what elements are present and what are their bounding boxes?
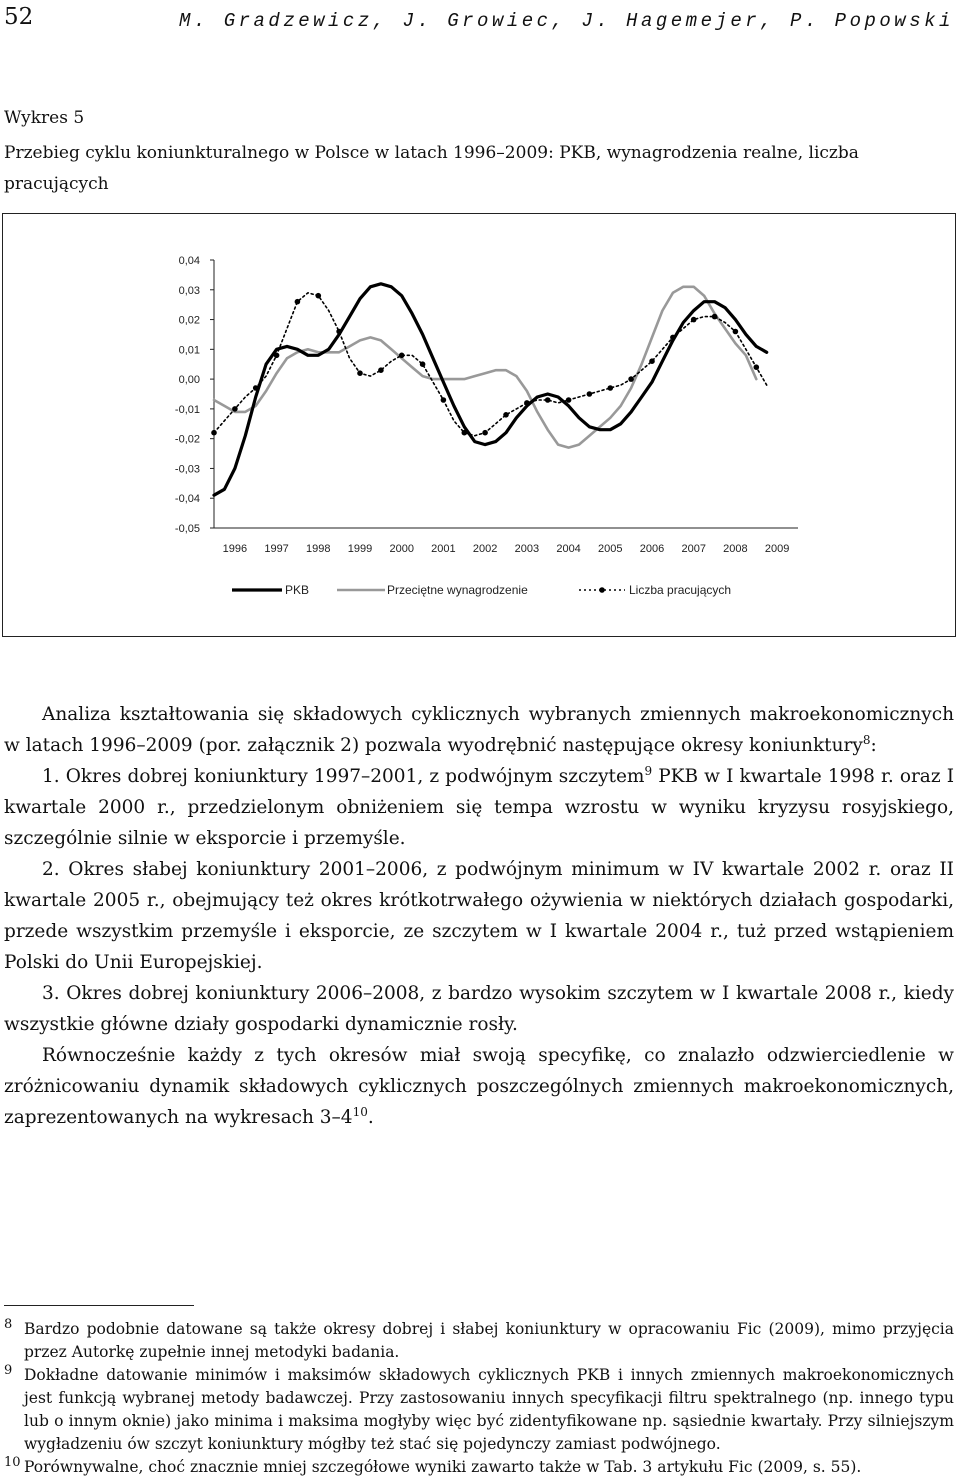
paragraph-2 bbox=[4, 761, 954, 854]
data-point-marker bbox=[399, 353, 405, 359]
paragraph-4: 3. Okres dobrej koniunktury 2006–2008, z bardzo wysokim szczytem w I kwartale 2008 r., kiedy wszystkie główne działy gospodarki dynamicznie rosły. bbox=[4, 983, 954, 1035]
y-tick-label: -0,05 bbox=[174, 523, 200, 535]
legend-label: Liczba pracujących bbox=[629, 583, 732, 597]
page-header bbox=[4, 4, 954, 36]
footnote-text: Bardzo podobnie datowane są także okresy dobrej i słabej koniunktury w opracowaniu Fic (2009), mimo przyjęcia przez Autorkę zupełnie innej metodyki badania. bbox=[24, 1320, 954, 1361]
footnote-ref-9[interactable]: 9 bbox=[644, 763, 653, 778]
y-tick-label: -0,01 bbox=[174, 403, 200, 416]
data-point-marker bbox=[733, 329, 739, 335]
data-point-marker bbox=[420, 361, 426, 367]
legend-label: PKB bbox=[285, 583, 310, 597]
paragraph-1-text: Analiza kształtowania się składowych cyklicznych wybranych zmiennych makroekonomicznych w latach 1996–2009 (por. załącznik 2) pozwala wyodrębnić następujące okresy koniunktury bbox=[4, 704, 954, 756]
x-tick-label: 1996 bbox=[222, 543, 248, 555]
paragraph-2-text-b: PKB w I kwartale 1998 r. oraz I kwartale 2000 r., przedzielonym obniżeniem się tempa wzrostu w wyniku kryzysu rosyjskiego, szczególnie silnie w eksporcie i przemyśle. bbox=[4, 766, 954, 849]
paragraph-3: 2. Okres słabej koniunktury 2001–2006, z podwójnym minimum w IV kwartale 2002 r. oraz II kwartale 2005 r., obejmujący też okres krótkotrwałego ożywienia w niektórych działach gospodarki, przede wszystkim przemyśle i eksporcie, ze szczytem w I kwartale 2004 r., tuż przed wstąpieniem Polski do Unii Europejskiej. bbox=[4, 859, 954, 973]
footnote-9 bbox=[4, 1364, 954, 1456]
data-point-marker bbox=[211, 430, 217, 436]
footnote-10 bbox=[4, 1456, 954, 1479]
x-tick-label: 1998 bbox=[306, 543, 331, 555]
data-point-marker bbox=[712, 314, 718, 320]
footnote-ref-10[interactable]: 10 bbox=[352, 1104, 368, 1119]
x-tick-label: 2000 bbox=[389, 543, 414, 555]
x-tick-label: 2009 bbox=[764, 543, 790, 555]
data-point-marker bbox=[628, 376, 634, 382]
data-point-marker bbox=[503, 412, 509, 418]
paragraph-5-text: Równocześnie każdy z tych okresów miał swoją specyfikę, co znalazło odzwierciedlenie w zróżnicowaniu dynamik składowych cyklicznych poszczególnych zmiennych makroekonomicznych, zaprezentowanych na wykresach 3–4 bbox=[4, 1045, 954, 1128]
y-tick-label: -0,04 bbox=[174, 493, 200, 506]
running-head: M. Gradzewicz, J. Growiec, J. Hagemejer, P. Popowski bbox=[179, 10, 954, 32]
figure-caption: Przebieg cyklu koniunkturalnego w Polsce w latach 1996–2009: PKB, wynagrodzenia realne, liczba pracujących bbox=[4, 143, 859, 194]
x-tick-label: 2002 bbox=[472, 543, 498, 555]
paragraph-1 bbox=[4, 699, 954, 761]
body-text bbox=[4, 699, 954, 1133]
paragraph-1-end: : bbox=[870, 735, 877, 756]
data-point-marker bbox=[587, 391, 593, 397]
data-point-marker bbox=[295, 299, 301, 305]
legend-marker bbox=[599, 587, 605, 593]
data-point-marker bbox=[649, 358, 655, 364]
footnotes bbox=[4, 1318, 954, 1479]
footnote-text: Dokładne datowanie minimów i maksimów składowych cyklicznych PKB i innych zmiennych makroekonomicznych jest funkcją wybranej metody badawczej. Przy zastosowaniu innych specyfikacji filtru spektralnego (np. innego typu lub o innym oknie) jako minima i maksima mogłyby więc być zidentyfikowane np. sąsiednie kwartały. Przy silniejszym wygładzeniu ów szczyt koniunktury mógłby też stać się pojedynczy zamiast podwójnego. bbox=[24, 1366, 954, 1453]
paragraph-5 bbox=[4, 1040, 954, 1133]
data-point-marker bbox=[482, 430, 488, 436]
data-point-marker bbox=[378, 367, 384, 373]
series-line-dotted-markers bbox=[214, 293, 767, 436]
x-tick-label: 2001 bbox=[431, 543, 456, 555]
footnote-ref-8[interactable]: 8 bbox=[862, 732, 871, 747]
data-point-marker bbox=[441, 397, 447, 403]
y-tick-label: 0,02 bbox=[178, 314, 200, 327]
data-point-marker bbox=[608, 385, 614, 391]
paragraph-2-text-a: 1. Okres dobrej koniunktury 1997–2001, z podwójnym szczytem bbox=[42, 766, 645, 787]
data-point-marker bbox=[566, 397, 572, 403]
data-point-marker bbox=[691, 317, 697, 323]
series-line-solid bbox=[214, 287, 756, 448]
data-point-marker bbox=[357, 370, 363, 376]
x-tick-label: 2005 bbox=[598, 543, 623, 555]
x-tick-label: 1999 bbox=[347, 543, 373, 555]
data-point-marker bbox=[754, 364, 760, 370]
y-tick-label: -0,03 bbox=[174, 463, 200, 476]
data-point-marker bbox=[316, 293, 322, 299]
x-tick-label: 2007 bbox=[681, 543, 706, 555]
figure-label: Wykres 5 bbox=[4, 108, 85, 128]
x-tick-label: 1997 bbox=[264, 543, 289, 555]
series-line-solid-thick bbox=[214, 284, 767, 495]
footnote-divider bbox=[4, 1305, 194, 1306]
y-tick-label: -0,02 bbox=[174, 433, 200, 446]
line-chart bbox=[3, 214, 957, 638]
data-point-marker bbox=[232, 406, 238, 412]
data-point-marker bbox=[545, 397, 551, 403]
x-tick-label: 2003 bbox=[514, 543, 540, 555]
legend-label: Przeciętne wynagrodzenie bbox=[387, 583, 528, 597]
footnote-number: 8 bbox=[4, 1317, 13, 1332]
y-tick-label: 0,01 bbox=[178, 344, 200, 357]
chart-frame bbox=[2, 213, 956, 637]
y-tick-label: 0,03 bbox=[178, 284, 200, 297]
footnote-number: 9 bbox=[4, 1363, 13, 1378]
footnote-8 bbox=[4, 1318, 954, 1364]
page-number: 52 bbox=[4, 4, 34, 30]
y-tick-label: 0,04 bbox=[178, 255, 200, 267]
footnote-text: Porównywalne, choć znacznie mniej szczegółowe wyniki zawarto także w Tab. 3 artykułu Fic (2009, s. 55). bbox=[24, 1458, 862, 1476]
footnote-number: 10 bbox=[4, 1455, 21, 1470]
x-tick-label: 2008 bbox=[723, 543, 748, 555]
x-tick-label: 2006 bbox=[639, 543, 665, 555]
x-tick-label: 2004 bbox=[556, 543, 581, 555]
paragraph-5-end: . bbox=[367, 1107, 374, 1128]
y-tick-label: 0,00 bbox=[178, 374, 200, 387]
